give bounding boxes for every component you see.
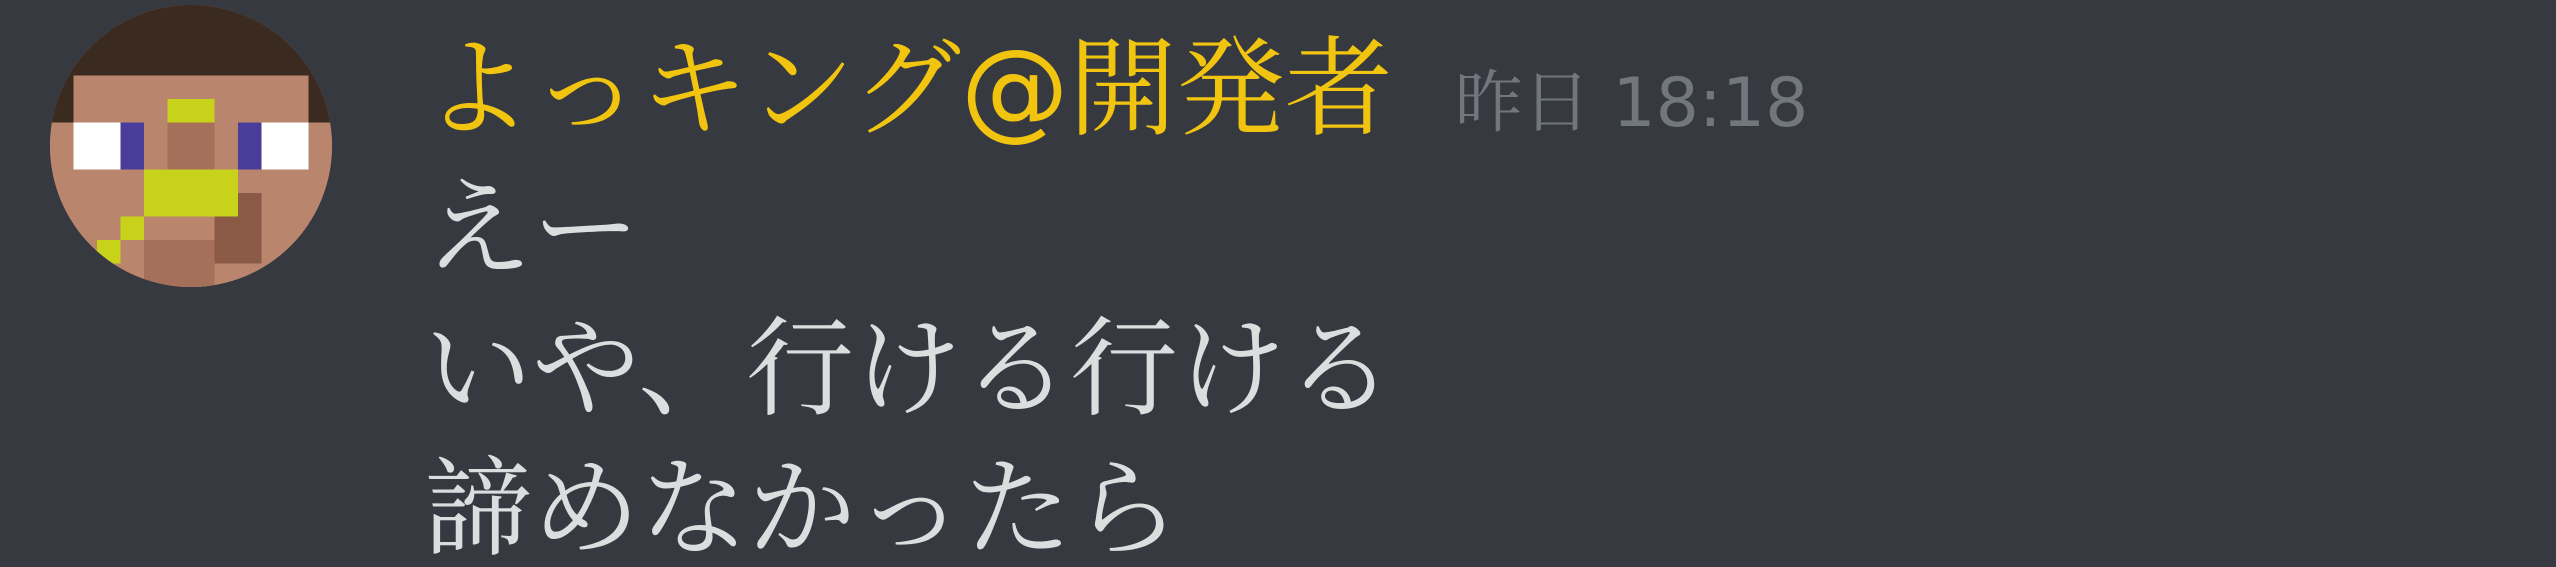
pixel-character-avatar-icon [50,5,332,287]
message-line: えー [424,167,641,292]
message-content [424,160,1394,567]
author-username[interactable]: よっキング@開発者 [424,27,1393,152]
message-line: 諦めなかったら [424,447,1181,567]
message-header [424,27,1809,152]
user-avatar[interactable] [50,5,332,287]
message-timestamp: 昨日 18:18 [1454,64,1809,143]
message-line: いや、行ける行ける [424,307,1394,432]
